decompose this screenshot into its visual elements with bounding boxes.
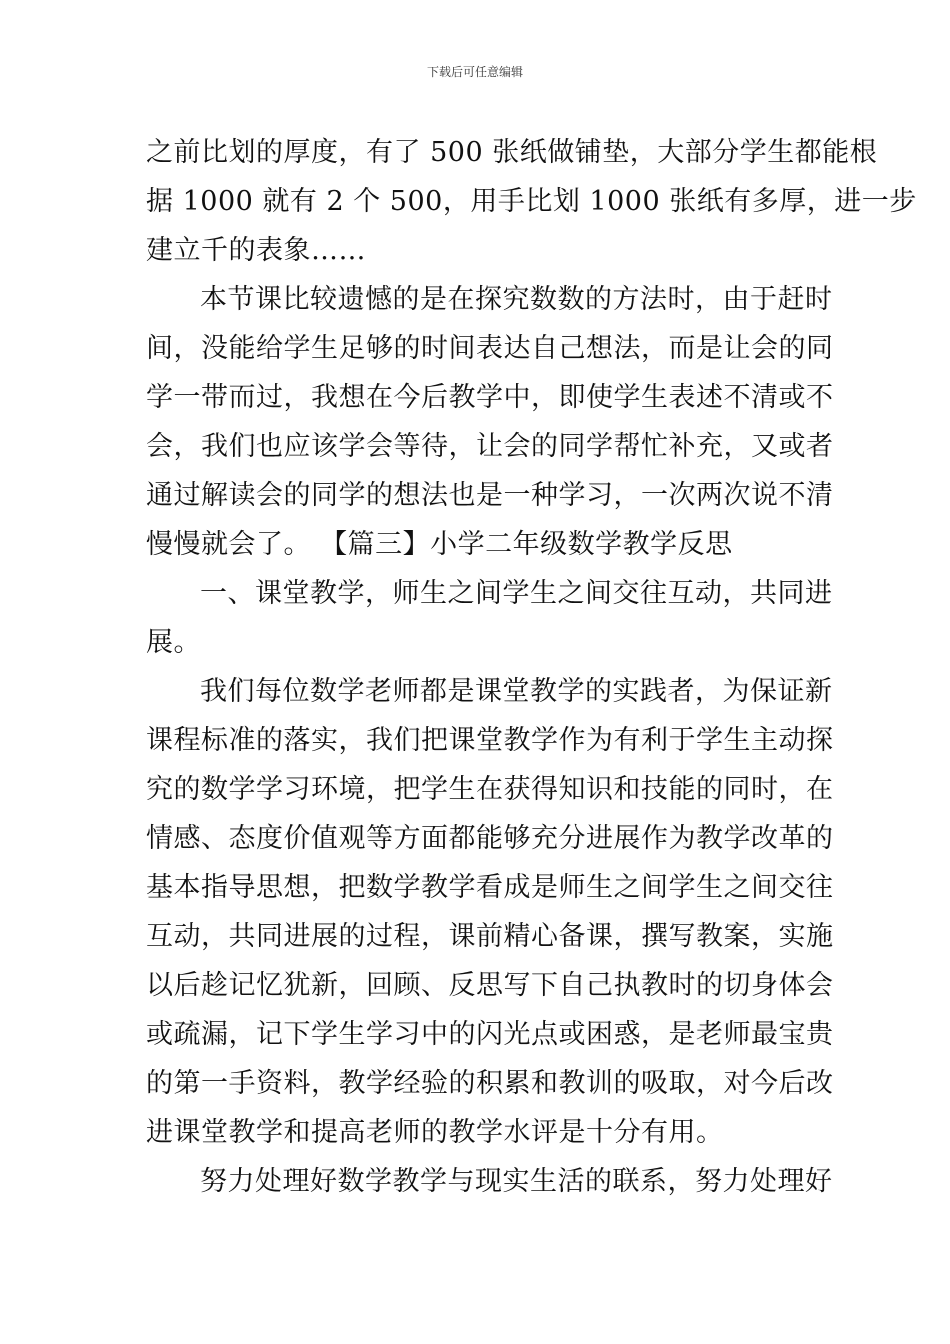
text-line: 我们每位数学老师都是课堂教学的实践者，为保证新: [200, 676, 833, 707]
text-line: 之前比划的厚度，有了 500 张纸做铺垫，大部分学生都能根: [146, 137, 878, 168]
text-line: 进课堂教学和提高老师的教学水评是十分有用。: [146, 1117, 724, 1148]
text-line: 究的数学学习环境，把学生在获得知识和技能的同时，在: [146, 774, 834, 805]
text-line: 本节课比较遗憾的是在探究数数的方法时，由于赶时: [200, 284, 833, 315]
document-body: [146, 128, 917, 1206]
text-line: 间，没能给学生足够的时间表达自己想法，而是让会的同: [146, 333, 834, 364]
text-line: 或疏漏，记下学生学习中的闪光点或困惑，是老师最宝贵: [146, 1019, 834, 1050]
text-line: 情感、态度价值观等方面都能够充分进展作为教学改革的: [146, 823, 834, 854]
text-line: 慢慢就会了。 【篇三】小学二年级数学教学反思: [146, 529, 733, 560]
text-line: 据 1000 就有 2 个 500，用手比划 1000 张纸有多厚，进一步: [146, 186, 917, 217]
text-line: 的第一手资料，教学经验的积累和教训的吸取，对今后改: [146, 1068, 834, 1099]
text-line: 课程标准的落实，我们把课堂教学作为有利于学生主动探: [146, 725, 834, 756]
text-line: 展。: [146, 627, 201, 658]
text-line: 会，我们也应该学会等待，让会的同学帮忙补充，又或者: [146, 431, 834, 462]
text-line: 努力处理好数学教学与现实生活的联系，努力处理好: [200, 1166, 833, 1197]
text-line: 一、课堂教学，师生之间学生之间交往互动，共同进: [200, 578, 833, 609]
text-line: 学一带而过，我想在今后教学中，即使学生表述不清或不: [146, 382, 834, 413]
text-line: 互动，共同进展的过程，课前精心备课，撰写教案，实施: [146, 921, 834, 952]
page-header: 下载后可任意编辑: [426, 65, 523, 79]
text-line: 以后趁记忆犹新，回顾、反思写下自己执教时的切身体会: [146, 970, 834, 1001]
text-line: 基本指导思想，把数学教学看成是师生之间学生之间交往: [146, 872, 834, 903]
text-line: 通过解读会的同学的想法也是一种学习，一次两次说不清: [146, 480, 834, 511]
text-line: 建立千的表象……: [146, 235, 366, 266]
